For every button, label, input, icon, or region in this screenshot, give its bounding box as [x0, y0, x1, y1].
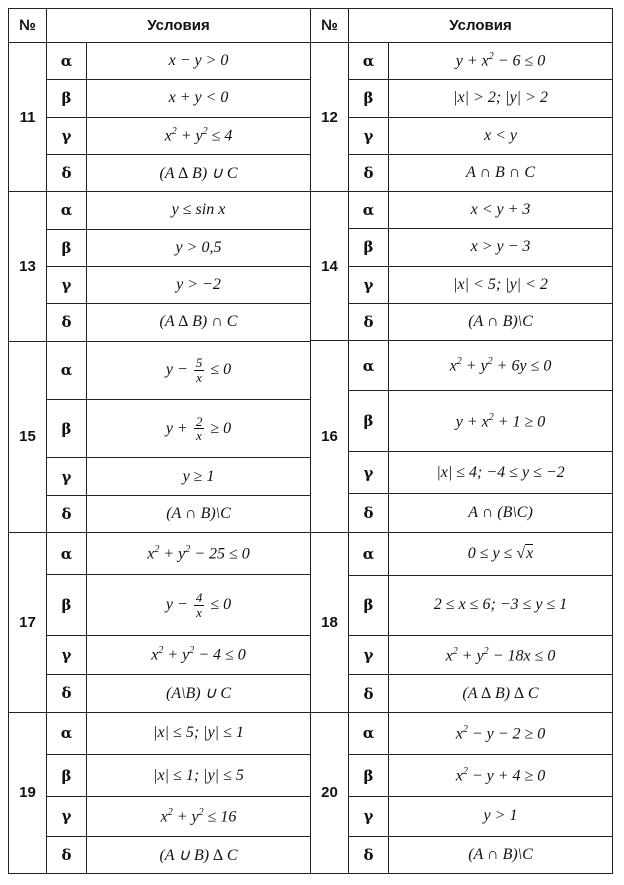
variant-letter: δ — [349, 154, 389, 191]
condition-formula: $x^2 - y + 4 \ge 0$ — [389, 755, 613, 797]
variant-letter: γ — [349, 636, 389, 675]
variant-letter: α — [349, 712, 389, 754]
condition-formula: (A ∪ B) ∆ C — [87, 836, 311, 873]
condition-formula: A ∩ (B\C) — [389, 494, 613, 533]
condition-formula: $x^2 - y - 2 \ge 0$ — [389, 712, 613, 754]
variant-letter: δ — [349, 494, 389, 533]
condition-formula: 0 ≤ y ≤ √x — [389, 533, 613, 575]
condition-formula: (A\B) ∪ C — [87, 675, 311, 712]
condition-row — [9, 304, 311, 341]
variant-letter: γ — [349, 797, 389, 836]
condition-formula: (A ∆ B) ∪ C — [87, 154, 311, 191]
variant-letter: α — [349, 533, 389, 575]
variant-letter: β — [349, 575, 389, 635]
conditions-table-right — [310, 8, 613, 874]
condition-row — [9, 836, 311, 873]
problem-number: 12 — [311, 43, 349, 192]
variant-letter: β — [47, 399, 87, 457]
condition-formula: x > y − 3 — [389, 229, 613, 266]
variant-letter: γ — [47, 797, 87, 836]
condition-formula: $y + x^2 - 6 \le 0$ — [389, 43, 613, 80]
variant-letter: β — [47, 80, 87, 117]
condition-row — [9, 754, 311, 796]
variant-letter: β — [47, 229, 87, 266]
variant-letter: γ — [47, 635, 87, 674]
condition-formula: $x^2 + y^2 - 4 \le 0$ — [87, 635, 311, 674]
condition-row — [9, 399, 311, 457]
conditions-table-left — [8, 8, 311, 874]
condition-formula: (A ∩ B)\C — [389, 303, 613, 340]
problem-number: 16 — [311, 341, 349, 533]
condition-formula: |x| > 2; |y| > 2 — [389, 80, 613, 117]
condition-row — [311, 266, 613, 303]
condition-row — [9, 458, 311, 495]
condition-row — [9, 266, 311, 303]
condition-row — [311, 533, 613, 575]
condition-formula: x < y + 3 — [389, 192, 613, 229]
condition-formula: $x^2 + y^2 \le 4$ — [87, 117, 311, 154]
condition-formula: y > 1 — [389, 797, 613, 836]
variant-letter: α — [47, 192, 87, 229]
condition-row — [311, 836, 613, 873]
condition-formula: (A ∆ B) ∆ C — [389, 675, 613, 712]
condition-row — [311, 712, 613, 754]
condition-row — [311, 451, 613, 493]
condition-formula: (A ∆ B) ∩ C — [87, 304, 311, 341]
condition-row — [9, 712, 311, 754]
condition-row — [311, 391, 613, 451]
condition-row — [9, 341, 311, 399]
condition-row — [9, 80, 311, 117]
variant-letter: β — [47, 575, 87, 636]
problem-number: 17 — [9, 533, 47, 712]
variant-letter: β — [349, 391, 389, 451]
condition-formula: $x^2 + y^2 - 18x \le 0$ — [389, 636, 613, 675]
condition-formula: $x^2 + y^2 - 25 \le 0$ — [87, 533, 311, 575]
variant-letter: δ — [349, 836, 389, 873]
condition-formula: y − $\frac{4}{x}$ ≤ 0 — [87, 575, 311, 636]
condition-row — [311, 117, 613, 154]
problem-number: 14 — [311, 192, 349, 341]
header-row — [9, 9, 311, 43]
problem-number: 15 — [9, 341, 47, 533]
variant-letter: β — [47, 754, 87, 796]
conditions-column-header: Условия — [47, 9, 311, 43]
condition-formula: x − y > 0 — [87, 43, 311, 80]
condition-row — [9, 154, 311, 191]
condition-row — [311, 636, 613, 675]
condition-formula: y ≤ sin x — [87, 192, 311, 229]
condition-formula: y > 0,5 — [87, 229, 311, 266]
condition-row — [9, 117, 311, 154]
condition-formula: y + $\frac{2}{x}$ ≥ 0 — [87, 399, 311, 457]
condition-row — [311, 154, 613, 191]
condition-row — [311, 341, 613, 391]
variant-letter: δ — [47, 154, 87, 191]
condition-row — [9, 533, 311, 575]
condition-formula: $y + x^2 + 1 \ge 0$ — [389, 391, 613, 451]
problem-number: 13 — [9, 192, 47, 341]
condition-formula: $x^2 + y^2 + 6y \le 0$ — [389, 341, 613, 391]
condition-formula: |x| ≤ 5; |y| ≤ 1 — [87, 712, 311, 754]
variant-letter: α — [349, 341, 389, 391]
variant-letter: δ — [349, 303, 389, 340]
condition-row — [311, 80, 613, 117]
condition-row — [311, 755, 613, 797]
condition-row — [311, 575, 613, 635]
header-row — [311, 9, 613, 43]
variant-letter: δ — [349, 675, 389, 712]
condition-formula: y ≥ 1 — [87, 458, 311, 495]
variant-letter: γ — [349, 117, 389, 154]
variant-letter: β — [349, 80, 389, 117]
variant-letter: γ — [47, 266, 87, 303]
variant-letter: δ — [47, 304, 87, 341]
condition-row — [311, 675, 613, 712]
variant-letter: δ — [47, 495, 87, 532]
conditions-sheet — [8, 8, 612, 874]
problem-number: 11 — [9, 43, 47, 192]
condition-row — [9, 797, 311, 836]
condition-row — [311, 43, 613, 80]
problem-number: 19 — [9, 712, 47, 873]
variant-letter: β — [349, 229, 389, 266]
condition-formula: 2 ≤ x ≤ 6; −3 ≤ y ≤ 1 — [389, 575, 613, 635]
variant-letter: α — [47, 533, 87, 575]
number-column-header: № — [9, 9, 47, 43]
variant-letter: α — [349, 43, 389, 80]
condition-row — [311, 797, 613, 836]
variant-letter: α — [47, 43, 87, 80]
condition-row — [311, 494, 613, 533]
condition-formula: |x| ≤ 1; |y| ≤ 5 — [87, 754, 311, 796]
condition-formula: y > −2 — [87, 266, 311, 303]
number-column-header: № — [311, 9, 349, 43]
variant-letter: α — [47, 341, 87, 399]
variant-letter: δ — [47, 675, 87, 712]
condition-formula: $x^2 + y^2 \le 16$ — [87, 797, 311, 836]
variant-letter: γ — [47, 117, 87, 154]
problem-number: 20 — [311, 712, 349, 873]
condition-row — [9, 192, 311, 229]
condition-row — [9, 575, 311, 636]
variant-letter: α — [47, 712, 87, 754]
condition-formula: x < y — [389, 117, 613, 154]
variant-letter: γ — [349, 266, 389, 303]
variant-letter: γ — [349, 451, 389, 493]
condition-formula: (A ∩ B)\C — [389, 836, 613, 873]
condition-row — [9, 43, 311, 80]
condition-row — [9, 635, 311, 674]
variant-letter: α — [349, 192, 389, 229]
condition-row — [9, 675, 311, 712]
condition-formula: x + y < 0 — [87, 80, 311, 117]
condition-formula: A ∩ B ∩ C — [389, 154, 613, 191]
condition-formula: |x| ≤ 4; −4 ≤ y ≤ −2 — [389, 451, 613, 493]
condition-formula: y − $\frac{5}{x}$ ≤ 0 — [87, 341, 311, 399]
condition-row — [311, 229, 613, 266]
problem-number: 18 — [311, 533, 349, 712]
variant-letter: γ — [47, 458, 87, 495]
variant-letter: δ — [47, 836, 87, 873]
variant-letter: β — [349, 755, 389, 797]
condition-row — [311, 303, 613, 340]
condition-row — [311, 192, 613, 229]
condition-formula: (A ∩ B)\C — [87, 495, 311, 532]
condition-row — [9, 495, 311, 532]
condition-formula: |x| < 5; |y| < 2 — [389, 266, 613, 303]
conditions-column-header: Условия — [349, 9, 613, 43]
condition-row — [9, 229, 311, 266]
